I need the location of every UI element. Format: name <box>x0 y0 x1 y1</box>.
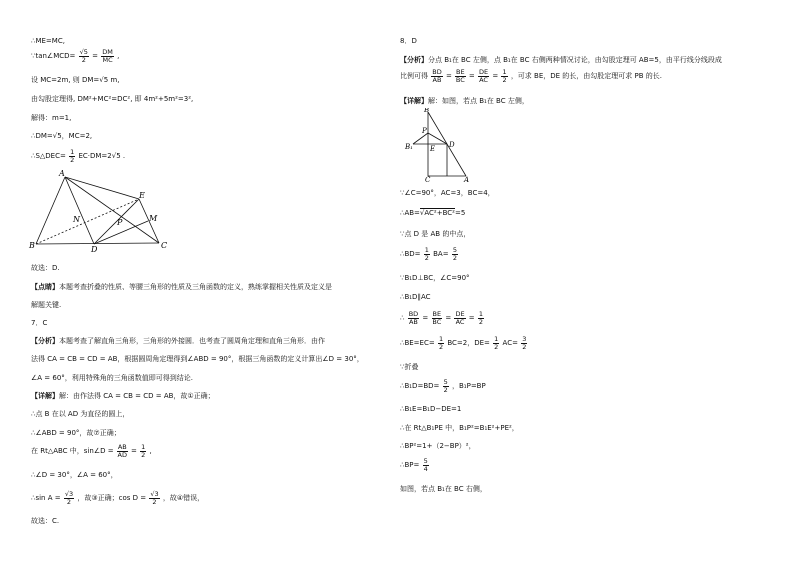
fraction <box>423 458 429 473</box>
label-d: D <box>449 141 455 149</box>
denominator: 2 <box>152 497 157 506</box>
text: ∴AB= <box>400 209 420 217</box>
denominator: BC <box>455 75 465 84</box>
label-e: E <box>430 145 436 153</box>
text: BA= <box>433 250 449 258</box>
text: 解：如图，若点 B₁在 BC 左侧， <box>428 97 529 105</box>
equals: = <box>468 314 475 322</box>
line-solution <box>400 96 529 106</box>
denominator: 2 <box>438 342 444 351</box>
numerator: BE <box>456 67 465 76</box>
fraction <box>149 491 159 506</box>
line-conclusion: ∠A = 60°，利用特殊角的三角函数值即可得到结论. <box>31 374 194 382</box>
line-case-right: 如图，若点 B₁在 BC 右侧， <box>400 485 487 493</box>
fraction <box>117 444 128 459</box>
line-ratio <box>400 310 485 326</box>
fraction <box>454 311 465 326</box>
fraction <box>438 336 444 351</box>
label-a: A <box>464 176 470 182</box>
label-m: M <box>149 214 158 223</box>
numerator: 1 <box>502 67 507 76</box>
denominator: 4 <box>423 464 428 473</box>
text: , <box>117 52 120 60</box>
label-p: P <box>422 127 427 135</box>
fraction <box>140 444 146 459</box>
label-b: B <box>424 108 430 114</box>
line-pythagoras: 由勾股定理得, DM²+MC²=DC², 即 4m²+5m²=3², <box>31 95 194 103</box>
denominator: AB <box>408 317 418 326</box>
text: ∴S△DEC= <box>31 152 66 160</box>
denominator: AC <box>455 317 465 326</box>
text: 分点 B₁在 BC 左侧，点 B₁在 BC 右侧两种情况讨论，由勾股定理可 AB=5，由平行线分线段成 <box>428 56 722 64</box>
line-answer-d: 故选：D. <box>31 264 60 272</box>
line-set-m: 设 MC=2m, 则 DM=√5 m, <box>31 76 120 84</box>
denominator: 2 <box>502 75 507 84</box>
fraction <box>455 69 466 84</box>
label-b1: B₁ <box>405 143 413 151</box>
line-q8: 8．D <box>400 37 417 45</box>
text: BC=2，DE= <box>447 339 490 347</box>
denominator: 2 <box>141 450 146 459</box>
line-perpendicular: ∵B₁D⊥BC，∠C=90° <box>400 274 470 282</box>
label-b: B <box>29 241 35 250</box>
equals: = <box>492 72 499 80</box>
section-label: 【详解】 <box>31 392 59 400</box>
denominator: AB <box>432 75 442 84</box>
label-d: D <box>91 245 98 252</box>
line-tan <box>31 48 119 64</box>
numerator: 1 <box>438 334 444 343</box>
fraction <box>432 311 443 326</box>
fraction <box>69 149 75 164</box>
numerator: 5 <box>452 245 457 254</box>
fraction <box>424 247 430 262</box>
radical: √AC²+BC² <box>419 209 455 217</box>
text: EC·DM=2√5 . <box>78 152 126 160</box>
line-key: 解题关键. <box>31 301 62 309</box>
label-p: P <box>117 218 123 227</box>
fraction <box>501 69 507 84</box>
section-label: 【分析】 <box>31 337 59 345</box>
text: AC= <box>502 339 518 347</box>
numerator: DM <box>102 47 113 56</box>
text: ，故③正确；cos D = <box>77 494 147 502</box>
text: , <box>149 447 152 455</box>
line-bp <box>400 457 430 473</box>
numerator: 1 <box>141 442 146 451</box>
numerator: 1 <box>424 245 429 254</box>
denominator: 2 <box>478 317 484 326</box>
fraction <box>443 379 449 394</box>
text: ，故④错误， <box>162 494 205 502</box>
line-given: ∵∠C=90°，AC=3，BC=4， <box>400 189 495 197</box>
denominator: 2 <box>66 497 72 506</box>
text: ∴sin A = <box>31 494 61 502</box>
line-b1d <box>400 378 486 394</box>
numerator: √5 <box>79 47 88 56</box>
fraction <box>79 49 89 64</box>
equals: = <box>468 72 475 80</box>
line-circle: ∴点 B 在以 AD 为直径的圆上， <box>31 410 130 418</box>
section-label: 【分析】 <box>400 56 428 64</box>
fraction <box>478 69 489 84</box>
denominator: 2 <box>424 253 429 262</box>
line-sin-d <box>31 443 152 459</box>
text: ∴BD= <box>400 250 421 258</box>
label-c: C <box>161 241 168 250</box>
label-a: A <box>59 169 65 178</box>
numerator: 1 <box>70 147 75 156</box>
numerator: 1 <box>494 334 499 343</box>
text: ，B₁P=BP <box>451 382 486 390</box>
text: 解：由作法得 CA = CB = CD = AB，故①正确； <box>59 392 215 400</box>
text: ∴BE=EC= <box>400 339 435 347</box>
denominator: 2 <box>81 55 86 64</box>
line-be-de <box>400 335 528 351</box>
section-label: 【点睛】 <box>31 283 59 291</box>
line-ab <box>400 208 465 218</box>
fraction <box>101 49 114 64</box>
denominator: AC <box>479 75 488 84</box>
line-fold: ∵折叠 <box>400 363 419 371</box>
denominator: MC <box>102 55 113 64</box>
line-dm-mc: ∴DM=√5，MC=2, <box>31 132 93 140</box>
line-solve: 解得：m=1, <box>31 114 72 122</box>
line-angle-abd: ∴∠ABD = 90°，故⑦正确； <box>31 429 121 437</box>
numerator: DE <box>455 309 465 318</box>
line-comment <box>31 282 332 292</box>
line-analysis <box>31 336 325 346</box>
label-c: C <box>425 176 431 182</box>
text: ∴B₁D=BD= <box>400 382 440 390</box>
fraction <box>64 491 74 506</box>
line-midpoint: ∵点 D 是 AB 的中点， <box>400 230 471 238</box>
line-bd <box>400 246 459 262</box>
denominator: AD <box>117 450 127 459</box>
fraction <box>408 311 419 326</box>
denominator: 2 <box>70 155 75 164</box>
denominator: 2 <box>452 253 457 262</box>
line-proportion <box>400 68 662 84</box>
line-solution <box>31 391 215 401</box>
label-e: E <box>139 191 145 200</box>
text: ∴BP= <box>400 461 420 469</box>
denominator: 2 <box>443 385 448 394</box>
text: ，可求 BE，DE 的长，由勾股定理可求 PB 的长. <box>510 72 662 80</box>
section-label: 【详解】 <box>400 97 428 105</box>
line-analysis <box>400 55 722 65</box>
denominator: 2 <box>522 342 527 351</box>
fraction <box>431 69 442 84</box>
text: = <box>92 52 99 60</box>
numerator: √3 <box>150 489 159 498</box>
line-area <box>31 148 125 164</box>
numerator: AB <box>117 442 127 451</box>
line-answer-c: 故选：C. <box>31 517 60 525</box>
numerator: BD <box>408 309 419 318</box>
numerator: BD <box>432 67 442 76</box>
line-angles: ∴∠D = 30°，∠A = 60°， <box>31 471 118 479</box>
equals: = <box>422 314 429 322</box>
geometry-figure-1 <box>28 168 178 252</box>
text: 在 Rt△ABC 中，sin∠D = <box>31 447 114 455</box>
text: ∴ <box>400 314 405 322</box>
equals: = <box>445 314 452 322</box>
label-n: N <box>73 215 80 224</box>
equals: = <box>445 72 452 80</box>
fraction <box>478 311 484 326</box>
numerator: 5 <box>423 456 428 465</box>
geometry-figure-2 <box>404 108 474 182</box>
line-b1e: ∴B₁E=B₁D−DE=1 <box>400 405 462 413</box>
text: =5 <box>454 209 466 217</box>
text: 本题考查折叠的性质、等腰三角形的性质及三角函数的定义，熟练掌握相关性质及定义是 <box>59 283 332 291</box>
numerator: 3 <box>522 334 527 343</box>
numerator: DE <box>478 67 489 76</box>
numerator: BE <box>432 309 442 318</box>
fraction <box>521 336 527 351</box>
line-q7: 7．C <box>31 319 48 327</box>
numerator: 5 <box>443 377 448 386</box>
denominator: 2 <box>494 342 499 351</box>
denominator: BC <box>432 317 442 326</box>
text: 本题考查了解直角三角形，三角形的外接圆．也考查了圆周角定理和直角三角形．由作 <box>59 337 325 345</box>
text: = <box>130 447 137 455</box>
line-me-mc: ∴ME=MC, <box>31 37 65 45</box>
fraction <box>452 247 458 262</box>
numerator: √3 <box>64 489 74 498</box>
text: 比例可得 <box>400 72 428 80</box>
fraction <box>493 336 499 351</box>
text: ∵tan∠MCD= <box>31 52 76 60</box>
line-right-triangle: ∴在 Rt△B₁PE 中，B₁P²=B₁E²+PE²， <box>400 424 519 432</box>
line-sin-a <box>31 490 204 506</box>
line-method: 法得 CA = CB = CD = AB，根据圆周角定理得到∠ABD = 90°，根据三角函数的定义计算出∠D = 30°， <box>31 355 364 363</box>
line-bp-squared: ∴BP²=1+（2−BP）²， <box>400 442 476 450</box>
numerator: 1 <box>478 309 484 318</box>
line-parallel: ∴B₁D∥AC <box>400 293 431 301</box>
